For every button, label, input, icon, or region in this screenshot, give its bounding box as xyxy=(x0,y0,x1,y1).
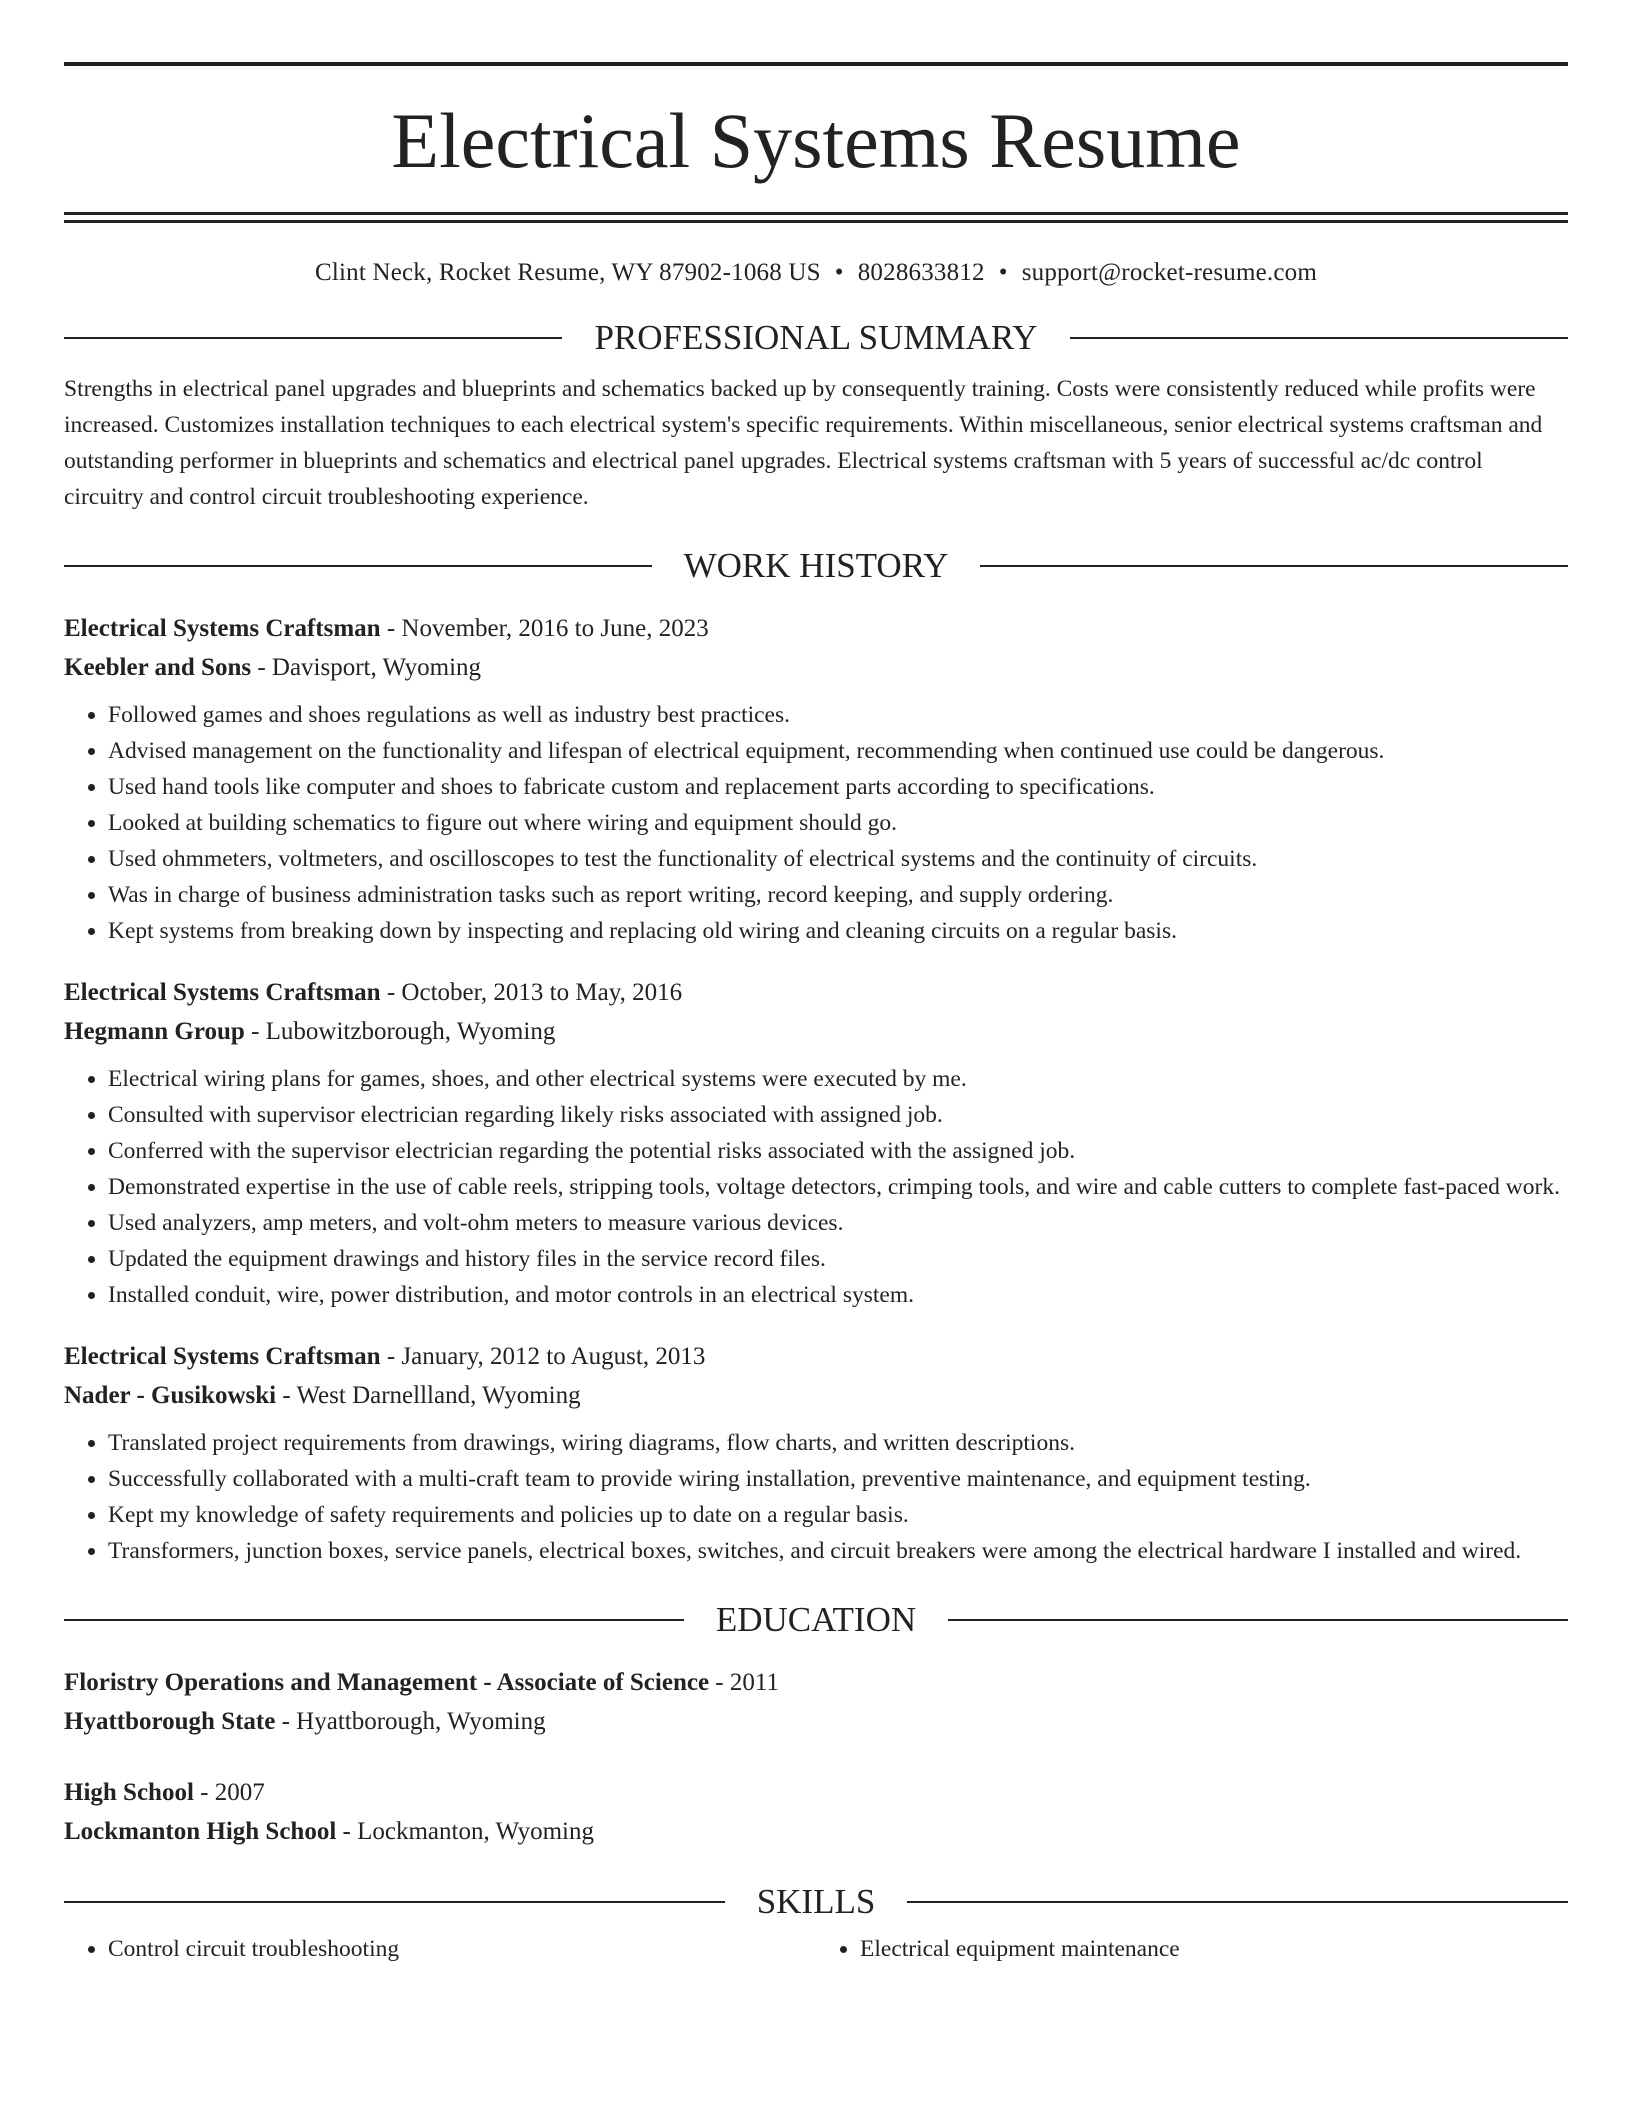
job-bullet: • Used hand tools like computer and shoes to fabricate custom and replacement parts according to specifications. xyxy=(108,769,1568,805)
job-entry xyxy=(64,1337,1568,1569)
contact-phone: 8028633812 xyxy=(857,259,985,286)
job-title: Electrical Systems Craftsman xyxy=(64,1343,381,1370)
section-title: SKILLS xyxy=(756,1882,876,1921)
education-entry xyxy=(64,1773,1568,1851)
education-year: - 2007 xyxy=(193,1779,265,1806)
job-bullet: • Updated the equipment drawings and history files in the service record files. xyxy=(108,1241,1568,1277)
job-company-line xyxy=(64,1012,1568,1051)
education-degree: High School xyxy=(64,1779,194,1806)
title-double-rule xyxy=(64,212,1568,223)
contact-separator: • xyxy=(998,259,1008,286)
job-location: - Davisport, Wyoming xyxy=(251,654,482,681)
job-bullets xyxy=(64,1425,1568,1569)
education-location: - Lockmanton, Wyoming xyxy=(336,1818,594,1845)
heading-rule xyxy=(907,1901,1568,1903)
job-bullet: • Was in charge of business administration tasks such as report writing, record keeping, and supply ordering. xyxy=(108,877,1568,913)
contact-address: Clint Neck, Rocket Resume, WY 87902-1068 US xyxy=(315,259,821,286)
section-title: WORK HISTORY xyxy=(683,546,949,585)
education-school: Hyattborough State xyxy=(64,1708,276,1735)
job-bullets xyxy=(64,1061,1568,1313)
job-title: Electrical Systems Craftsman xyxy=(64,615,381,642)
job-bullet: • Followed games and shoes regulations as well as industry best practices. xyxy=(108,697,1568,733)
heading-rule xyxy=(948,1619,1568,1621)
job-bullet: • Conferred with the supervisor electrician regarding the potential risks associated with the assigned job. xyxy=(108,1133,1568,1169)
education-school: Lockmanton High School xyxy=(64,1818,337,1845)
job-bullet: • Successfully collaborated with a multi-craft team to provide wiring installation, preventive maintenance, and equipment testing. xyxy=(108,1461,1568,1497)
job-location: - West Darnellland, Wyoming xyxy=(276,1382,581,1409)
job-bullet: • Used analyzers, amp meters, and volt-ohm meters to measure various devices. xyxy=(108,1205,1568,1241)
job-entry xyxy=(64,609,1568,949)
job-location: - Lubowitzborough, Wyoming xyxy=(244,1018,556,1045)
job-company-line xyxy=(64,1376,1568,1415)
education-year: - 2011 xyxy=(709,1669,779,1696)
job-bullet: • Transformers, junction boxes, service panels, electrical boxes, switches, and circuit breakers were among the electrical hardware I installed and wired. xyxy=(108,1533,1568,1569)
job-company: Keebler and Sons xyxy=(64,654,252,681)
education-school-line xyxy=(64,1702,1568,1741)
job-company: Hegmann Group xyxy=(64,1018,245,1045)
education-degree-line xyxy=(64,1663,1568,1702)
heading-rule xyxy=(64,1901,725,1903)
section-title: PROFESSIONAL SUMMARY xyxy=(594,318,1038,357)
skills-column-right xyxy=(816,1931,1568,1967)
job-company-line xyxy=(64,648,1568,687)
skills-list xyxy=(64,1931,1568,1967)
education-location: - Hyattborough, Wyoming xyxy=(275,1708,546,1735)
job-bullet: • Electrical wiring plans for games, shoes, and other electrical systems were executed by me. xyxy=(108,1061,1568,1097)
job-bullets xyxy=(64,697,1568,949)
section-heading-education xyxy=(64,1599,1568,1641)
job-title-line xyxy=(64,609,1568,648)
heading-rule xyxy=(64,565,652,567)
job-dates: - November, 2016 to June, 2023 xyxy=(380,615,709,642)
contact-email: support@rocket-resume.com xyxy=(1021,259,1317,286)
job-bullet: • Kept systems from breaking down by inspecting and replacing old wiring and cleaning circuits on a regular basis. xyxy=(108,913,1568,949)
top-rule xyxy=(64,62,1568,66)
resume-title: Electrical Systems Resume xyxy=(391,97,1241,184)
job-title: Electrical Systems Craftsman xyxy=(64,979,381,1006)
job-bullet: • Kept my knowledge of safety requirements and policies up to date on a regular basis. xyxy=(108,1497,1568,1533)
contact-separator: • xyxy=(834,259,844,286)
education-degree-line xyxy=(64,1773,1568,1812)
summary-text: Strengths in electrical panel upgrades and blueprints and schematics backed up by consequently training. Costs were consistently reduced while profits were increased. Customizes installation techniques to each electrical system's specific requirements. Within miscellaneous, senior electrical systems craftsman and outstanding performer in blueprints and schematics and electrical panel upgrades. Electrical systems craftsman with 5 years of successful ac/dc control circuitry and control circuit troubleshooting experience. xyxy=(64,376,1543,510)
job-bullet: • Used ohmmeters, voltmeters, and oscilloscopes to test the functionality of electrical systems and the continuity of circuits. xyxy=(108,841,1568,877)
job-entry xyxy=(64,973,1568,1313)
education-entry xyxy=(64,1663,1568,1741)
heading-rule xyxy=(64,337,562,339)
contact-line xyxy=(64,259,1568,287)
education-degree: Floristry Operations and Management - Associate of Science xyxy=(64,1669,710,1696)
job-company: Nader - Gusikowski xyxy=(64,1382,277,1409)
section-heading-skills xyxy=(64,1881,1568,1923)
job-dates: - October, 2013 to May, 2016 xyxy=(380,979,683,1006)
job-bullet: • Advised management on the functionality and lifespan of electrical equipment, recommending when continued use could be dangerous. xyxy=(108,733,1568,769)
job-dates: - January, 2012 to August, 2013 xyxy=(380,1343,706,1370)
section-heading-work xyxy=(64,545,1568,587)
job-bullet: • Demonstrated expertise in the use of cable reels, stripping tools, voltage detectors, crimping tools, and wire and cable cutters to complete fast-paced work. xyxy=(108,1169,1568,1205)
heading-rule xyxy=(64,1619,684,1621)
job-bullet: • Translated project requirements from drawings, wiring diagrams, flow charts, and written descriptions. xyxy=(108,1425,1568,1461)
heading-rule xyxy=(980,565,1568,567)
education-school-line xyxy=(64,1812,1568,1851)
skill-item: • Control circuit troubleshooting xyxy=(108,1931,816,1967)
job-title-line xyxy=(64,973,1568,1012)
job-bullet: • Installed conduit, wire, power distribution, and motor controls in an electrical system. xyxy=(108,1277,1568,1313)
job-title-line xyxy=(64,1337,1568,1376)
section-heading-summary xyxy=(64,317,1568,359)
skill-item: • Electrical equipment maintenance xyxy=(860,1931,1568,1967)
section-title: EDUCATION xyxy=(715,1600,917,1639)
heading-rule xyxy=(1070,337,1568,339)
job-bullet: • Consulted with supervisor electrician regarding likely risks associated with assigned job. xyxy=(108,1097,1568,1133)
job-bullet: • Looked at building schematics to figure out where wiring and equipment should go. xyxy=(108,805,1568,841)
skills-column-left xyxy=(64,1931,816,1967)
